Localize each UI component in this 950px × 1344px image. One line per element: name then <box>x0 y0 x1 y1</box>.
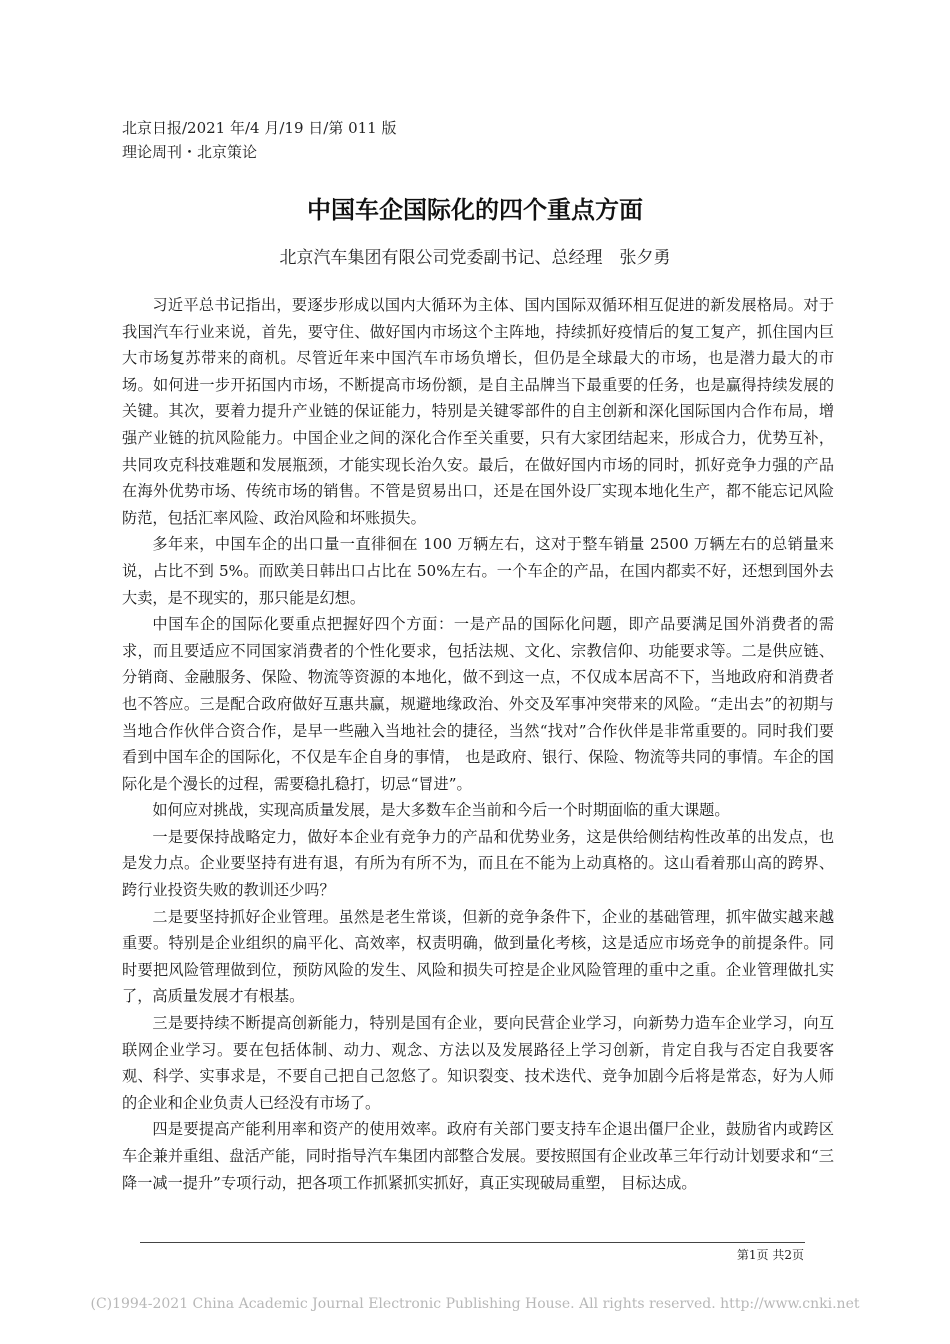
paragraph: 三是要持续不断提高创新能力，特别是国有企业，要向民营企业学习，向新势力造车企业学习，向互联网企业学习。要在包括体制、动力、观念、方法以及发展路径上学习创新，肯定自我与否定自我要客观、科学、实事求是，不要自己把自己忽悠了。知识裂变、技术迭代、竞争加剧今后将是常态，好为人师的企业和企业负责人已经没有市场了。 <box>122 1014 834 1112</box>
source-header <box>122 116 397 164</box>
page-number: 第1页 共2页 <box>736 1248 804 1262</box>
paragraph: 一是要保持战略定力，做好本企业有竞争力的产品和优势业务，这是供给侧结构性改革的出发点，也是发力点。企业要坚持有进有退，有所为有所不为，而且在不能为上动真格的。这山看着那山高的跨界、跨行业投资失败的教训还少吗？ <box>122 827 834 900</box>
footer-divider <box>140 1242 805 1243</box>
copyright-watermark: (C)1994-2021 China Academic Journal Electronic Publishing House. All rights reserved. http://www.cnki.net <box>90 1296 860 1312</box>
paragraph: 四是要提高产能利用率和资产的使用效率。政府有关部门要支持车企退出僵尸企业，鼓励省内或跨区车企兼并重组、盘活产能，同时指导汽车集团内部整合发展。要按照国有企业改革三年行动计划要求和“三降一减一提升”专项行动，把各项工作抓紧抓实抓好，真正实现破局重塑， 目标达成。 <box>122 1120 834 1192</box>
article-title: 中国车企国际化的四个重点方面 <box>307 196 643 224</box>
article-body <box>122 292 834 1196</box>
paragraph: 多年来，中国车企的出口量一直徘徊在 100 万辆左右，这对于整车销量 2500 万辆左右的总销量来说，占比不到 5%。而欧美日韩出口占比在 50%左右。一个车企的产品，在国内都卖不好，还想到国外去大卖，是不现实的，那只能是幻想。 <box>122 535 834 607</box>
column-name: 理论周刊・北京策论 <box>122 143 258 161</box>
paragraph: 中国车企的国际化要重点把握好四个方面：一是产品的国际化问题，即产品要满足国外消费者的需求，而且要适应不同国家消费者的个性化要求，包括法规、文化、宗教信仰、功能要求等。二是供应链、分销商、金融服务、保险、物流等资源的本地化，做不到这一点，不仅成本居高不下，当地政府和消费者也不答应。三是配合政府做好互惠共赢，规避地缘政治、外交及军事冲突带来的风险。“走出去”的初期与当地合作伙伴合资合作，是早一些融入当地社会的捷径，当然“找对”合作伙伴是非常重要的。同时我们要看到中国车企的国际化，不仅是车企自身的事情， 也是政府、银行、保险、物流等共同的事情。车企的国际化是个漫长的过程，需要稳扎稳打，切忌“冒进”。 <box>122 615 834 793</box>
publication-source: 北京日报/2021 年/4 月/19 日/第 011 版 <box>122 119 397 137</box>
paragraph: 习近平总书记指出，要逐步形成以国内大循环为主体、国内国际双循环相互促进的新发展格局。对于我国汽车行业来说，首先，要守住、做好国内市场这个主阵地，持续抓好疫情后的复工复产，抓住国内巨大市场复苏带来的商机。尽管近年来中国汽车市场负增长，但仍是全球最大的市场，也是潜力最大的市场。如何进一步开拓国内市场，不断提高市场份额，是自主品牌当下最重要的任务，也是赢得持续发展的关键。其次，要着力提升产业链的保证能力，特别是关键零部件的自主创新和深化国际国内合作布局，增强产业链的抗风险能力。中国企业之间的深化合作至关重要，只有大家团结起来，形成合力，优势互补，共同攻克科技难题和发展瓶颈，才能实现长治久安。最后，在做好国内市场的同时，抓好竞争力强的产品在海外优势市场、传统市场的销售。不管是贸易出口，还是在国外设厂实现本地化生产，都不能忘记风险防范，包括汇率风险、政治风险和坏账损失。 <box>122 296 834 527</box>
paragraph: 二是要坚持抓好企业管理。虽然是老生常谈，但新的竞争条件下，企业的基础管理，抓牢做实越来越重要。特别是企业组织的扁平化、高效率，权责明确，做到量化考核，这是适应市场竞争的前提条件。同时要把风险管理做到位，预防风险的发生、风险和损失可控是企业风险管理的重中之重。企业管理做扎实了，高质量发展才有根基。 <box>122 907 834 1006</box>
paragraph: 如何应对挑战，实现高质量发展，是大多数车企当前和今后一个时期面临的重大课题。 <box>152 801 730 820</box>
article-author: 北京汽车集团有限公司党委副书记、总经理 张夕勇 <box>279 248 671 268</box>
